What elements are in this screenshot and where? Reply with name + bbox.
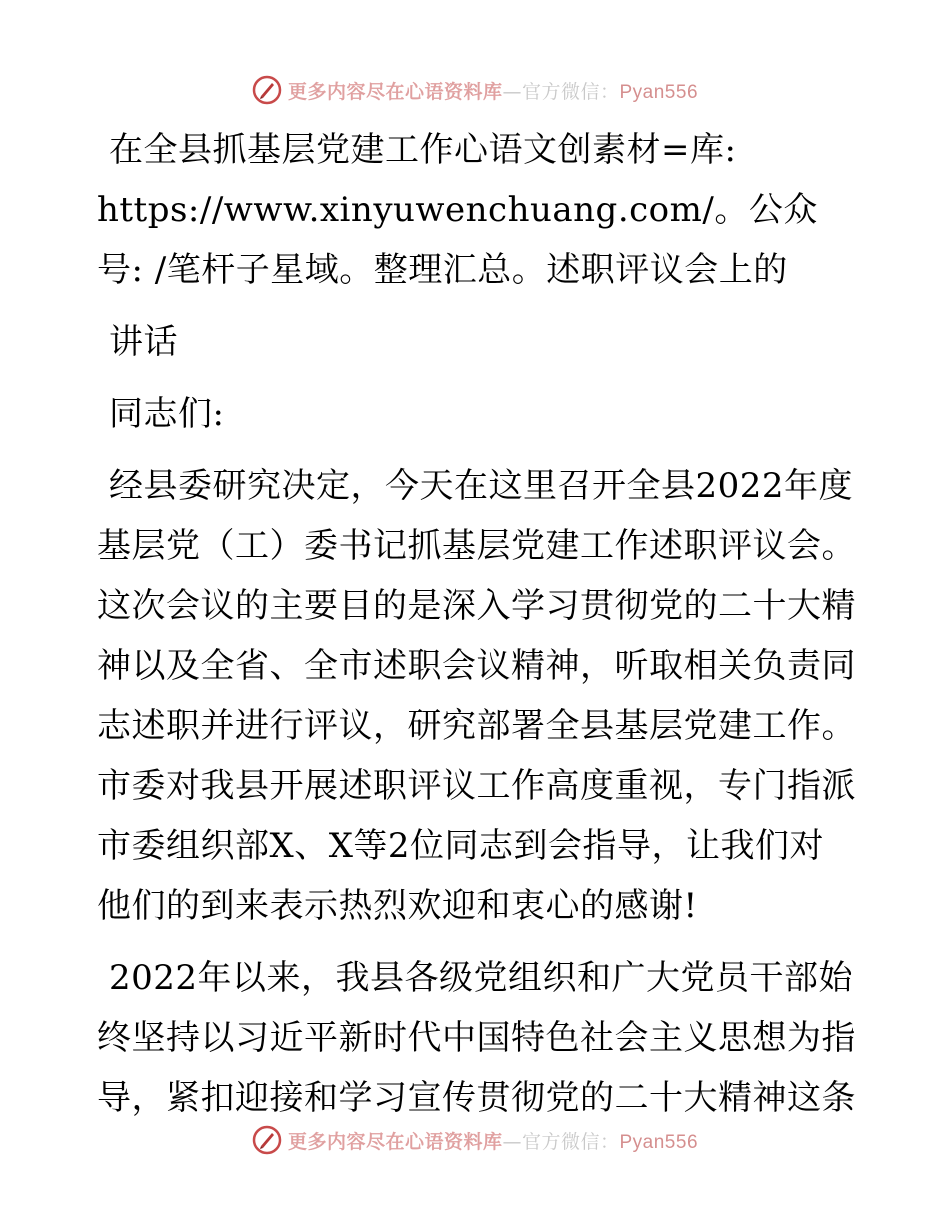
watermark-text bbox=[288, 77, 698, 104]
body-paragraph-1: 经县委研究决定，今天在这里召开全县2022年度基层党（工）委书记抓基层党建工作述职评议会。这次会议的主要目的是深入学习贯彻党的二十大精神以及全省、全市述职会议精神，听取相关负责同志述职并进行评议，研究部署全县基层党建工作。市委对我县开展述职评议工作高度重视，专门指派市委组织部X、X等2位同志到会指导，让我们对他们的到来表示热烈欢迎和衷心的感谢! bbox=[97, 466, 856, 926]
salutation: 同志们: bbox=[109, 394, 225, 434]
watermark-suffix: 官方微信： bbox=[521, 80, 620, 103]
watermark-main: 更多内容尽在心语资料库 bbox=[287, 1130, 503, 1153]
watermark-dash: — bbox=[502, 80, 522, 103]
watermark-main: 更多内容尽在心语资料库 bbox=[287, 80, 503, 103]
watermark-text bbox=[288, 1127, 698, 1154]
quill-pen-logo-icon bbox=[252, 75, 282, 105]
intro-line: 在全县抓基层党建工作心语文创素材=库: bbox=[109, 130, 737, 170]
intro-url-line: https://www.xinyuwenchuang.com/。公众号: /笔杆子星域。整理汇总。述职评议会上的 bbox=[97, 190, 818, 290]
quill-pen-logo-icon bbox=[252, 1125, 282, 1155]
watermark-wechat-id: Pyan556 bbox=[619, 1131, 699, 1153]
header-watermark bbox=[0, 70, 950, 110]
watermark-wechat-id: Pyan556 bbox=[619, 81, 699, 103]
body-paragraph-2: 2022年以来，我县各级党组织和广大党员干部始终坚持以习近平新时代中国特色社会主义思想为指导，紧扣迎接和学习宣传贯彻党的二十大精神这条 bbox=[97, 958, 856, 1118]
document-body bbox=[97, 120, 857, 1140]
watermark-dash: — bbox=[502, 1130, 522, 1153]
watermark-suffix: 官方微信： bbox=[521, 1130, 620, 1153]
speech-heading: 讲话 bbox=[109, 322, 178, 362]
intro-paragraph bbox=[97, 120, 857, 300]
footer-watermark bbox=[0, 1120, 950, 1160]
